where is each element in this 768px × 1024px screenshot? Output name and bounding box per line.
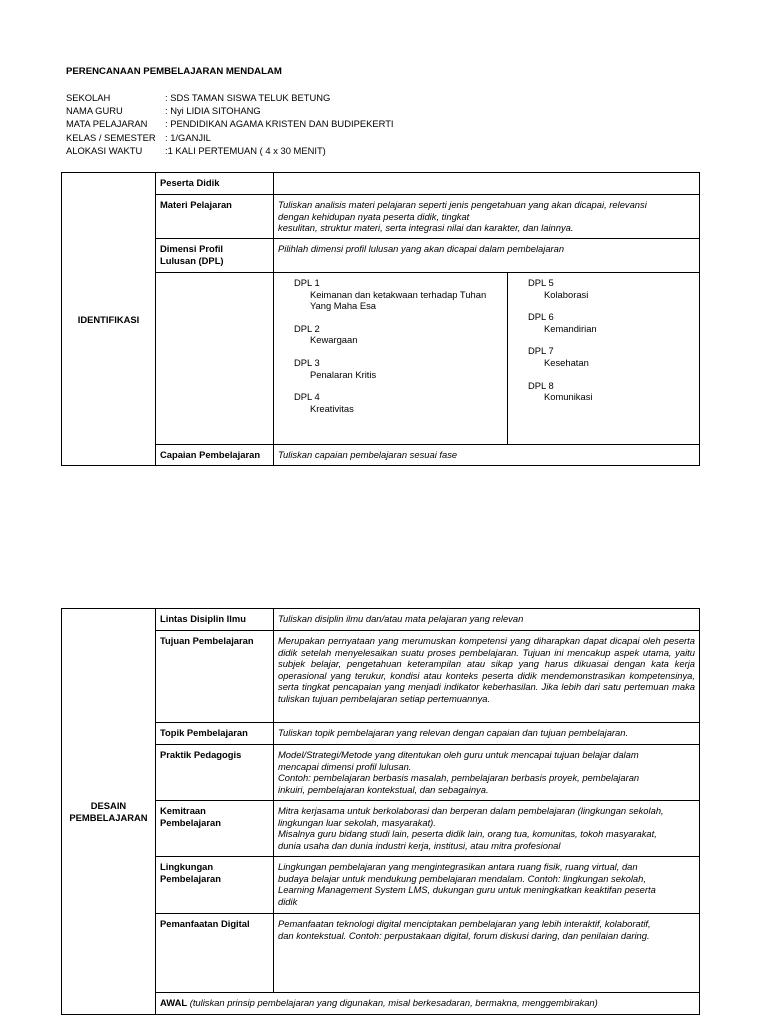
peserta-didik-label: Peserta Didik xyxy=(156,173,274,195)
kemitraan-label-line: Kemitraan xyxy=(160,805,206,816)
meta-row-kelas-semester xyxy=(66,132,394,145)
identifikasi-table xyxy=(61,172,700,466)
lintas-disiplin-label: Lintas Disiplin Ilmu xyxy=(156,609,274,631)
topik-label: Topik Pembelajaran xyxy=(156,723,274,745)
meta-label: ALOKASI WAKTU xyxy=(66,144,143,156)
tujuan-label: Tujuan Pembelajaran xyxy=(156,631,274,723)
dpl-code: DPL 8 xyxy=(528,379,554,391)
lingkungan-label xyxy=(156,857,274,914)
materi-line: Tuliskan analisis materi pelajaran seperti jenis pengetahuan yang akan dicapai, relevansi xyxy=(278,199,647,210)
dpl-option[interactable] xyxy=(528,345,695,368)
dpl-option[interactable] xyxy=(294,391,503,414)
dpl-option[interactable] xyxy=(528,311,695,334)
dpl-label-line: Dimensi Profil xyxy=(160,243,224,254)
digital-line: Pemanfaatan teknologi digital menciptakan pembelajaran yang lebih interaktif, kolaboratif, xyxy=(278,918,651,929)
meta-row-alokasi-waktu xyxy=(66,145,394,158)
lingkungan-line: didik xyxy=(278,895,298,907)
section-line: PEMBELAJARAN xyxy=(69,812,148,823)
dpl-name: Kemandirian xyxy=(544,322,597,334)
kemitraan-label xyxy=(156,801,274,857)
dpl-code: DPL 3 xyxy=(294,356,320,368)
dpl-name: Kreativitas xyxy=(310,402,354,414)
lintas-disiplin-field[interactable]: Tuliskan disiplin ilmu dan/atau mata pelajaran yang relevan xyxy=(274,609,700,631)
dpl-option[interactable] xyxy=(528,380,695,403)
dpl-code: DPL 2 xyxy=(294,322,320,334)
awal-label: AWAL xyxy=(160,997,188,1008)
meta-row-sekolah xyxy=(66,92,394,105)
dpl-instruction: Pilihlah dimensi profil lulusan yang akan dicapai dalam pembelajaran xyxy=(274,239,700,273)
lingkungan-line: Learning Management System LMS, dukungan guru untuk meningkatkan keaktifan peserta xyxy=(278,884,656,896)
dpl-label xyxy=(156,239,274,273)
praktik-pedagogis-label: Praktik Pedagogis xyxy=(156,745,274,801)
lingkungan-line: Lingkungan pembelajaran yang mengintegrasikan antara ruang fisik, ruang virtual, dan xyxy=(278,861,638,872)
meta-block xyxy=(66,92,394,158)
tujuan-field[interactable]: Merupakan pernyataan yang merumuskan kompetensi yang diharapkan dapat dicapai oleh peserta didik setelah menyelesaikan suatu proses pembelajaran. Tujuan ini mencakup aspek utama, yaitu subjek belajar, pengetahuan keterampilan atau sikap yang harus dikuasai dengan kata kerja operasional yang terukur, kondisi atau konteks peserta didik mendemonstrasikan kompetensinya, serta tingkat pencapaian yang menjadi indikator keberhasilan. Jika lebih dari satu pertemuan maka tuliskan tujuan pembelajaran setiap pertemuannya. xyxy=(274,631,700,723)
dpl-code: DPL 4 xyxy=(294,391,320,403)
materi-pelajaran-field[interactable] xyxy=(274,195,700,239)
dpl-option[interactable] xyxy=(294,323,503,346)
lingkungan-label-line: Pembelajaran xyxy=(160,872,221,884)
capaian-field[interactable]: Tuliskan capaian pembelajaran sesuai fase xyxy=(274,445,700,466)
pemanfaatan-digital-field[interactable] xyxy=(274,914,700,993)
awal-row[interactable] xyxy=(156,993,700,1015)
kemitraan-field[interactable] xyxy=(274,801,700,857)
desain-table xyxy=(61,608,700,1015)
dpl-code: DPL 6 xyxy=(528,311,554,323)
meta-row-nama-guru xyxy=(66,105,394,118)
meta-value: : 1/GANJIL xyxy=(165,131,211,143)
awal-note: (tuliskan prinsip pembelajaran yang digunakan, misal berkesadaran, bermakna, menggembirakan) xyxy=(189,997,598,1008)
kemitraan-line: lingkungan luar sekolah, masyarakat). xyxy=(278,816,436,828)
topik-field[interactable]: Tuliskan topik pembelajaran yang relevan dengan capaian dan tujuan pembelajaran. xyxy=(274,723,700,745)
meta-value: : Nyi LIDIA SITOHANG xyxy=(165,105,261,117)
lingkungan-line: budaya belajar untuk mendukung pembelajaran mendalam. Contoh: lingkungan sekolah, xyxy=(278,872,646,884)
digital-line: dan kontekstual. Contoh: perpustakaan digital, forum diskusi daring, dan penilaian daring. xyxy=(278,929,650,941)
materi-pelajaran-label: Materi Pelajaran xyxy=(156,195,274,239)
dpl-name: Kewargaan xyxy=(310,334,358,346)
meta-label: SEKOLAH xyxy=(66,92,111,103)
lingkungan-field[interactable] xyxy=(274,857,700,914)
lingkungan-label-line: Lingkungan xyxy=(160,861,214,872)
dpl-name: Kolaborasi xyxy=(544,288,589,300)
document-title: PERENCANAAN PEMBELAJARAN MENDALAM xyxy=(66,66,282,77)
section-desain-pembelajaran xyxy=(62,609,156,1015)
praktik-line: Model/Strategi/Metode yang ditentukan oleh guru untuk mencapai tujuan belajar dalam xyxy=(278,749,639,760)
meta-label: KELAS / SEMESTER xyxy=(66,131,156,143)
meta-value: :1 KALI PERTEMUAN ( 4 x 30 MENIT) xyxy=(165,144,326,156)
praktik-line: inkuiri, pembelajaran kontekstual, dan sebagainya. xyxy=(278,783,489,795)
dpl-name: Kesehatan xyxy=(544,356,589,368)
meta-row-mata-pelajaran xyxy=(66,118,394,131)
dpl-name: Komunikasi xyxy=(544,391,593,403)
kemitraan-line: Misalnya guru bidang studi lain, peserta didik lain, orang tua, komunitas, tokoh masyarakat, xyxy=(278,828,657,840)
praktik-pedagogis-field[interactable] xyxy=(274,745,700,801)
peserta-didik-field[interactable] xyxy=(274,173,700,195)
section-line: DESAIN xyxy=(90,800,127,812)
dpl-option[interactable] xyxy=(294,277,503,312)
kemitraan-line: Mitra kerjasama untuk berkolaborasi dan berperan dalam pembelajaran (lingkungan sekolah, xyxy=(278,805,664,816)
praktik-line: mencapai dimensi profil lulusan. xyxy=(278,760,412,772)
dpl-name: Keimanan dan ketakwaan terhadap Tuhan xyxy=(310,288,487,300)
praktik-line: Contoh: pembelajaran berbasis masalah, pembelajaran berbasis proyek, pembelajaran xyxy=(278,772,640,784)
pemanfaatan-digital-label: Pemanfaatan Digital xyxy=(156,914,274,993)
dpl-empty-cell xyxy=(156,273,274,445)
dpl-left-column xyxy=(274,273,508,445)
section-identifikasi: IDENTIFIKASI xyxy=(62,173,156,466)
kemitraan-line: dunia usaha dan dunia industri kerja, institusi, atau mitra profesional xyxy=(278,839,561,851)
meta-label: NAMA GURU xyxy=(66,105,123,117)
dpl-code: DPL 5 xyxy=(528,277,554,288)
materi-line: kesulitan, struktur materi, serta integrasi nilai dan karakter, dan lainnya. xyxy=(278,222,574,234)
dpl-code: DPL 7 xyxy=(528,345,554,357)
kemitraan-label-line: Pembelajaran xyxy=(160,816,221,828)
dpl-name: Penalaran Kritis xyxy=(310,368,377,380)
dpl-option[interactable] xyxy=(294,357,503,380)
dpl-option[interactable] xyxy=(528,277,695,300)
dpl-label-line: Lulusan (DPL) xyxy=(160,254,224,266)
dpl-right-column xyxy=(508,273,700,445)
meta-label: MATA PELAJARAN xyxy=(66,118,148,130)
dpl-code: DPL 1 xyxy=(294,277,320,288)
capaian-label: Capaian Pembelajaran xyxy=(156,445,274,466)
meta-value: : SDS TAMAN SISWA TELUK BETUNG xyxy=(165,92,331,103)
meta-value: : PENDIDIKAN AGAMA KRISTEN DAN BUDIPEKERTI xyxy=(165,118,394,130)
dpl-name: Yang Maha Esa xyxy=(310,300,377,312)
materi-line: dengan kehidupan nyata peserta didik, tingkat xyxy=(278,210,470,222)
